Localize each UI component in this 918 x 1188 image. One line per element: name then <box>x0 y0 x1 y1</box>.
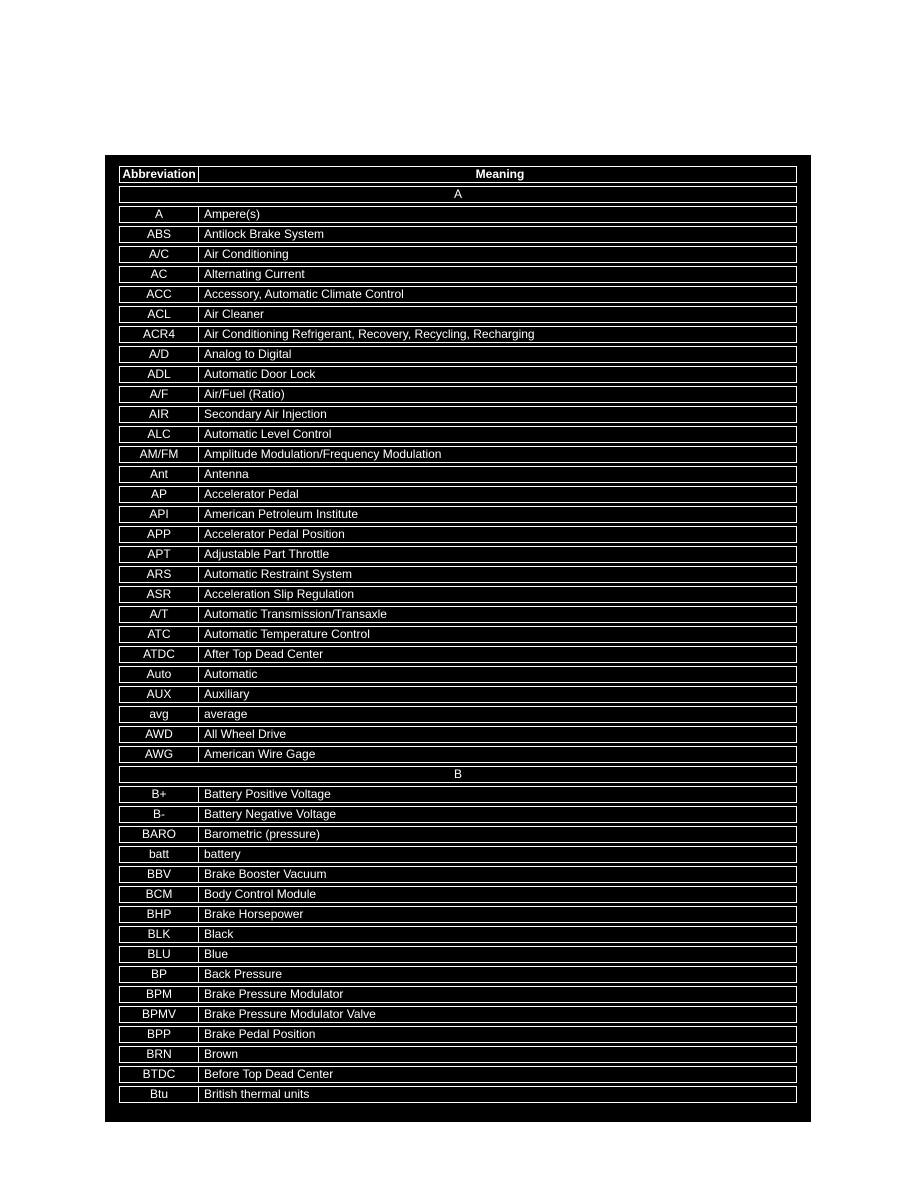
abbreviation-cell: API <box>120 507 199 522</box>
meaning-cell: Battery Negative Voltage <box>204 807 337 821</box>
meaning-cell: Alternating Current <box>204 267 305 281</box>
abbreviation-cell: BLU <box>120 947 199 962</box>
table-row <box>119 786 797 803</box>
meaning-cell: Automatic <box>204 667 258 681</box>
table-row <box>119 246 797 263</box>
abbreviation-cell: AC <box>120 267 199 282</box>
table-row <box>119 286 797 303</box>
meaning-cell: Accelerator Pedal <box>204 487 299 501</box>
meaning-cell: Brake Pedal Position <box>204 1027 316 1041</box>
meaning-cell: After Top Dead Center <box>204 647 324 661</box>
table-row <box>119 266 797 283</box>
table-row <box>119 926 797 943</box>
meaning-cell: Analog to Digital <box>204 347 292 361</box>
table-row <box>119 646 797 663</box>
abbreviation-cell: A/D <box>120 347 199 362</box>
meaning-cell: Black <box>204 927 234 941</box>
table-row <box>119 866 797 883</box>
meaning-cell: Automatic Restraint System <box>204 567 353 581</box>
table-row <box>119 746 797 763</box>
abbreviation-cell: ACC <box>120 287 199 302</box>
table-row <box>119 686 797 703</box>
abbreviation-cell: AP <box>120 487 199 502</box>
table-header-row <box>119 166 797 183</box>
meaning-cell: Ampere(s) <box>204 207 261 221</box>
section-row <box>119 186 797 203</box>
meaning-cell: Accelerator Pedal Position <box>204 527 345 541</box>
meaning-cell: Automatic Door Lock <box>204 367 316 381</box>
table-row <box>119 466 797 483</box>
meaning-cell: All Wheel Drive <box>204 727 287 741</box>
table-row <box>119 626 797 643</box>
table-row <box>119 966 797 983</box>
meaning-cell: American Petroleum Institute <box>204 507 359 521</box>
abbreviation-cell: BTDC <box>120 1067 199 1082</box>
table-row <box>119 986 797 1003</box>
abbreviation-cell: A/T <box>120 607 199 622</box>
meaning-cell: Body Control Module <box>204 887 317 901</box>
abbreviation-cell: ARS <box>120 567 199 582</box>
abbreviation-cell: BPM <box>120 987 199 1002</box>
meaning-cell: Air Conditioning <box>204 247 289 261</box>
meaning-cell: Brake Pressure Modulator Valve <box>204 1007 376 1021</box>
table-row <box>119 306 797 323</box>
meaning-cell: American Wire Gage <box>204 747 316 761</box>
meaning-cell: Before Top Dead Center <box>204 1067 334 1081</box>
abbreviation-cell: A <box>120 207 199 222</box>
abbreviation-cell: AM/FM <box>120 447 199 462</box>
header-meaning: Meaning <box>475 167 525 181</box>
table-row <box>119 346 797 363</box>
meaning-cell: Auxiliary <box>204 687 250 701</box>
table-row <box>119 546 797 563</box>
meaning-cell: Antenna <box>204 467 249 481</box>
meaning-cell: Battery Positive Voltage <box>204 787 331 801</box>
meaning-cell: Back Pressure <box>204 967 283 981</box>
table-row <box>119 506 797 523</box>
abbreviation-cell: avg <box>120 707 199 722</box>
table-row <box>119 486 797 503</box>
abbreviation-cell: ATC <box>120 627 199 642</box>
table-row <box>119 906 797 923</box>
abbreviation-cell: BLK <box>120 927 199 942</box>
section-letter: A <box>453 187 462 201</box>
abbreviation-cell: AIR <box>120 407 199 422</box>
abbreviation-cell: ACL <box>120 307 199 322</box>
abbreviation-cell: BRN <box>120 1047 199 1062</box>
table-row <box>119 206 797 223</box>
abbreviation-cell: ABS <box>120 227 199 242</box>
table-row <box>119 726 797 743</box>
abbreviation-cell: Btu <box>120 1087 199 1102</box>
abbreviation-cell: ALC <box>120 427 199 442</box>
table-row <box>119 1046 797 1063</box>
table-row <box>119 1006 797 1023</box>
meaning-cell: Brake Pressure Modulator <box>204 987 344 1001</box>
meaning-cell: Brake Horsepower <box>204 907 304 921</box>
abbreviation-cell: BCM <box>120 887 199 902</box>
abbreviation-cell: BHP <box>120 907 199 922</box>
abbreviation-cell: ACR4 <box>120 327 199 342</box>
abbreviation-cell: BPMV <box>120 1007 199 1022</box>
table-row <box>119 946 797 963</box>
meaning-cell: Automatic Temperature Control <box>204 627 370 641</box>
abbreviation-cell: BP <box>120 967 199 982</box>
abbreviation-table <box>105 155 811 1122</box>
abbreviation-cell: AWG <box>120 747 199 762</box>
table-row <box>119 386 797 403</box>
meaning-cell: Accessory, Automatic Climate Control <box>204 287 404 301</box>
meaning-cell: Automatic Transmission/Transaxle <box>204 607 387 621</box>
abbreviation-cell: ASR <box>120 587 199 602</box>
table-row <box>119 406 797 423</box>
meaning-cell: Air/Fuel (Ratio) <box>204 387 285 401</box>
meaning-cell: Air Conditioning Refrigerant, Recovery, Recycling, Recharging <box>204 327 535 341</box>
table-row <box>119 1086 797 1103</box>
meaning-cell: battery <box>204 847 241 861</box>
meaning-cell: Amplitude Modulation/Frequency Modulation <box>204 447 442 461</box>
table-row <box>119 586 797 603</box>
table-row <box>119 226 797 243</box>
abbreviation-cell: B+ <box>120 787 199 802</box>
meaning-cell: average <box>204 707 248 721</box>
table-row <box>119 426 797 443</box>
table-row <box>119 706 797 723</box>
abbreviation-cell: BARO <box>120 827 199 842</box>
abbreviation-cell: ADL <box>120 367 199 382</box>
meaning-cell: Antilock Brake System <box>204 227 325 241</box>
meaning-cell: Brake Booster Vacuum <box>204 867 327 881</box>
meaning-cell: Secondary Air Injection <box>204 407 327 421</box>
meaning-cell: Brown <box>204 1047 239 1061</box>
table-row <box>119 1026 797 1043</box>
table-row <box>119 806 797 823</box>
table-row <box>119 446 797 463</box>
abbreviation-cell: BBV <box>120 867 199 882</box>
section-letter: B <box>453 767 462 781</box>
table-row <box>119 326 797 343</box>
table-row <box>119 526 797 543</box>
abbreviation-cell: A/F <box>120 387 199 402</box>
abbreviation-cell: Ant <box>120 467 199 482</box>
table-row <box>119 846 797 863</box>
meaning-cell: Blue <box>204 947 229 961</box>
abbreviation-cell: APT <box>120 547 199 562</box>
header-abbreviation: Abbreviation <box>120 167 199 182</box>
abbreviation-cell: AUX <box>120 687 199 702</box>
table-row <box>119 606 797 623</box>
meaning-cell: Barometric (pressure) <box>204 827 321 841</box>
meaning-cell: British thermal units <box>204 1087 310 1101</box>
abbreviation-cell: BPP <box>120 1027 199 1042</box>
section-row <box>119 766 797 783</box>
abbreviation-cell: batt <box>120 847 199 862</box>
abbreviation-cell: AWD <box>120 727 199 742</box>
table-row <box>119 366 797 383</box>
abbreviation-cell: B- <box>120 807 199 822</box>
meaning-cell: Automatic Level Control <box>204 427 332 441</box>
table-row <box>119 826 797 843</box>
meaning-cell: Adjustable Part Throttle <box>204 547 330 561</box>
table-row <box>119 1066 797 1083</box>
table-row <box>119 566 797 583</box>
abbreviation-cell: Auto <box>120 667 199 682</box>
abbreviation-cell: APP <box>120 527 199 542</box>
table-row <box>119 886 797 903</box>
abbreviation-cell: A/C <box>120 247 199 262</box>
table-row <box>119 666 797 683</box>
meaning-cell: Acceleration Slip Regulation <box>204 587 355 601</box>
abbreviation-cell: ATDC <box>120 647 199 662</box>
meaning-cell: Air Cleaner <box>204 307 265 321</box>
table-body <box>119 186 797 1103</box>
